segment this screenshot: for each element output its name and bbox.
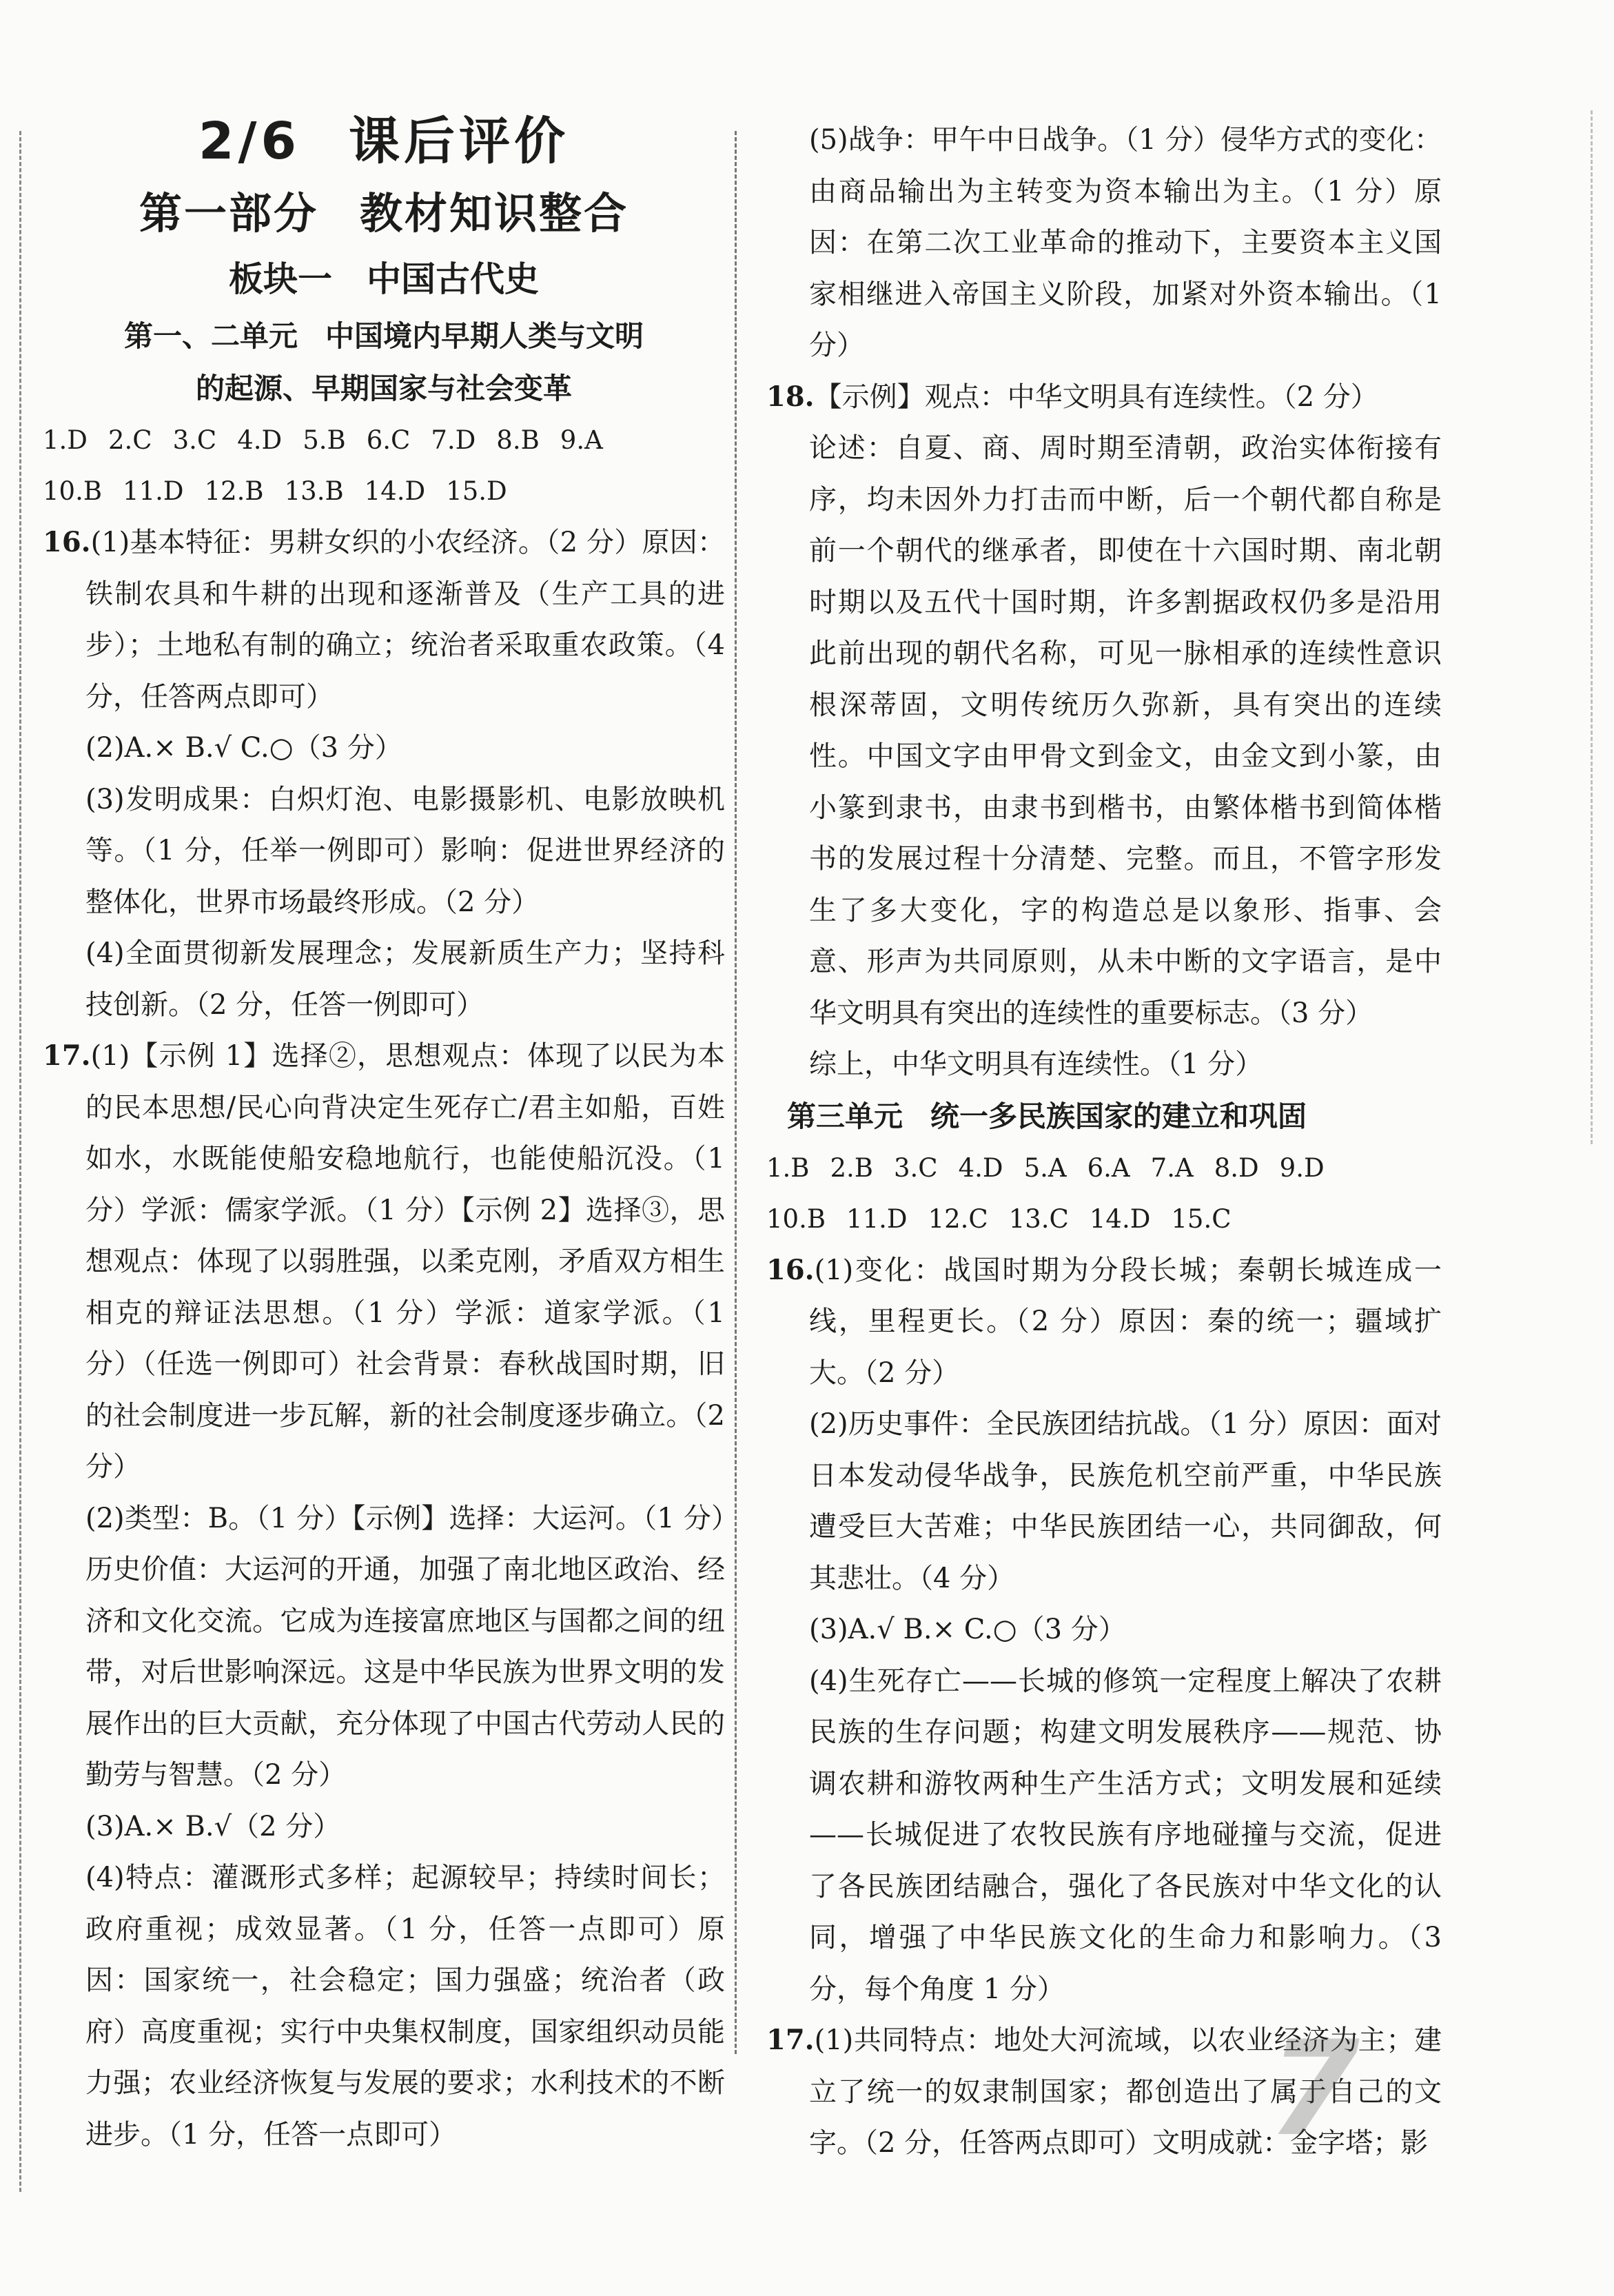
- left-column: [43, 103, 725, 2160]
- unit12-answers-row1: 1.D 2.C 3.C 4.D 5.B 6.C 7.D 8.B 9.A: [43, 425, 603, 455]
- right-edge-dashes: [1591, 110, 1593, 1144]
- unit12-q17-part2: (2)类型：B。（1 分）【示例】选择：大运河。（1 分）历史价值：大运河的开通，加强了南北地区政治、经济和文化交流。它成为连接富庶地区与国都之间的纽带，对后世影响深远。这是中华民族为世界文明的发展作出的巨大贡献，充分体现了中国古代劳动人民的勤劳与智慧。（2 分）: [85, 1502, 725, 1791]
- unit12-title: 第一、二单元 中国境内早期人类与文明: [123, 319, 644, 353]
- column-divider: [735, 131, 737, 2054]
- part-title: 第一部分 教材知识整合: [139, 188, 629, 238]
- unit12-q16-part1: 16.(1)基本特征：男耕女织的小农经济。（2 分）原因：铁制农具和牛耕的出现和逐渐普及（生产工具的进步）；土地私有制的确立；统治者采取重农政策。（4 分，任答两点即可）: [43, 526, 725, 713]
- unit12-q18-view: 18.【示例】观点：中华文明具有连续性。（2 分）: [766, 380, 1378, 413]
- page-number-mark: 7: [1252, 2013, 1376, 2165]
- unit3-q17-part1: 17.(1)共同特点：地处大河流域，以农业经济为主；建立了统一的奴隶制国家；都创造出了属于自己的文字。（2 分，任答两点即可）文明成就：金字塔；影: [766, 2024, 1442, 2159]
- unit3-q16-part2: (2)历史事件：全民族团结抗战。（1 分）原因：面对日本发动侵华战争，民族危机空前严重，中华民族遭受巨大苦难；中华民族团结一心，共同御敌，何其悲壮。（4 分）: [809, 1408, 1442, 1594]
- unit12-q16-part3: (3)发明成果：白炽灯泡、电影摄影机、电影放映机等。（1 分，任举一例即可）影响：促进世界经济的整体化，世界市场最终形成。（2 分）: [85, 783, 725, 918]
- block-title: 板块一 中国古代史: [229, 259, 539, 299]
- unit12-q16-part2: (2)A.× B.√ C.○（3 分）: [85, 732, 402, 764]
- unit12-q18-argument: 论述：自夏、商、周时期至清朝，政治实体衔接有序，均未因外力打击而中断，后一个朝代都自称是前一个朝代的继承者，即使在十六国时期、南北朝时期以及五代十国时期，许多割据政权仍多是沿用此前出现的朝代名称，可见一脉相承的连续性意识根深蒂固，文明传统历久弥新，具有突出的连续性。中国文字由甲骨文到金文，由金文到小篆，由小篆到隶书，由隶书到楷书，由繁体楷书到简体楷书的发展过程十分清楚、完整。而且，不管字形发生了多大变化，字的构造总是以象形、指事、会意、形声为共同原则，从未中断的文字语言，是中华文明具有突出的连续性的重要标志。（3 分）: [809, 432, 1442, 1029]
- unit12-q17-part3: (3)A.× B.√（2 分）: [85, 1810, 341, 1842]
- unit3-q16-part4: (4)生死存亡——长城的修筑一定程度上解决了农耕民族的生存问题；构建文明发展秩序——规范、协调农耕和游牧两种生产生活方式；文明发展和延续——长城促进了农牧民族有序地碰撞与交流，促进了各民族团结融合，强化了各民族对中华文化的认同，增强了中华民族文化的生命力和影响力。（3 分，每个角度 1 分）: [809, 1665, 1442, 2005]
- unit12-answers-row2: 10.B 11.D 12.B 13.B 14.D 15.D: [43, 476, 507, 506]
- unit3-answers-row1: 1.B 2.B 3.C 4.D 5.A 6.A 7.A 8.D 9.D: [766, 1152, 1325, 1183]
- page-title: 2/6 课后评价: [198, 112, 569, 171]
- unit12-q17-part1: 17.(1)【示例 1】选择②，思想观点：体现了以民为本的民本思想/民心向背决定生死存亡/君主如船，百姓如水，水既能使船安稳地航行，也能使船沉没。（1 分）学派：儒家学派。（1 分）【示例 2】选择③，思想观点：体现了以弱胜强，以柔克刚，矛盾双方相生相克的辩证法思想。（1 分）学派：道家学派。（1 分）（任选一例即可）社会背景：春秋战国时期，旧的社会制度进一步瓦解，新的社会制度逐步确立。（2 分）: [43, 1039, 725, 1483]
- unit12-q17-part4: (4)特点：灌溉形式多样；起源较早；持续时间长；政府重视；成效显著。（1 分，任答一点即可）原因：国家统一，社会稳定；国力强盛；统治者（政府）高度重视；实行中央集权制度，国家组织动员能力强；农业经济恢复与发展的要求；水利技术的不断进步。（1 分，任答一点即可）: [85, 1862, 725, 2151]
- left-edge-dashes: [19, 131, 21, 2192]
- right-column: [766, 114, 1442, 2169]
- unit12-q17-part5: (5)战争：甲午中日战争。（1 分）侵华方式的变化：由商品输出为主转变为资本输出为主。（1 分）原因：在第二次工业革命的推动下，主要资本主义国家相继进入帝国主义阶段，加紧对外资本输出。（1 分）: [809, 124, 1442, 361]
- unit12-title-line2: 的起源、早期国家与社会变革: [195, 372, 572, 405]
- unit3-q16-part1: 16.(1)变化：战国时期为分段长城；秦朝长城连成一线，里程更长。（2 分）原因：秦的统一；疆域扩大。（2 分）: [766, 1253, 1442, 1389]
- unit3-answers-row2: 10.B 11.D 12.C 13.C 14.D 15.C: [766, 1203, 1232, 1234]
- unit12-q16-part4: (4)全面贯彻新发展理念；发展新质生产力；坚持科技创新。（2 分，任答一例即可）: [85, 937, 725, 1021]
- unit3-title: 第三单元 统一多民族国家的建立和巩固: [787, 1099, 1307, 1133]
- unit12-q18-conclusion: 综上，中华文明具有连续性。（1 分）: [809, 1048, 1263, 1080]
- unit3-q16-part3: (3)A.√ B.× C.○（3 分）: [809, 1614, 1126, 1645]
